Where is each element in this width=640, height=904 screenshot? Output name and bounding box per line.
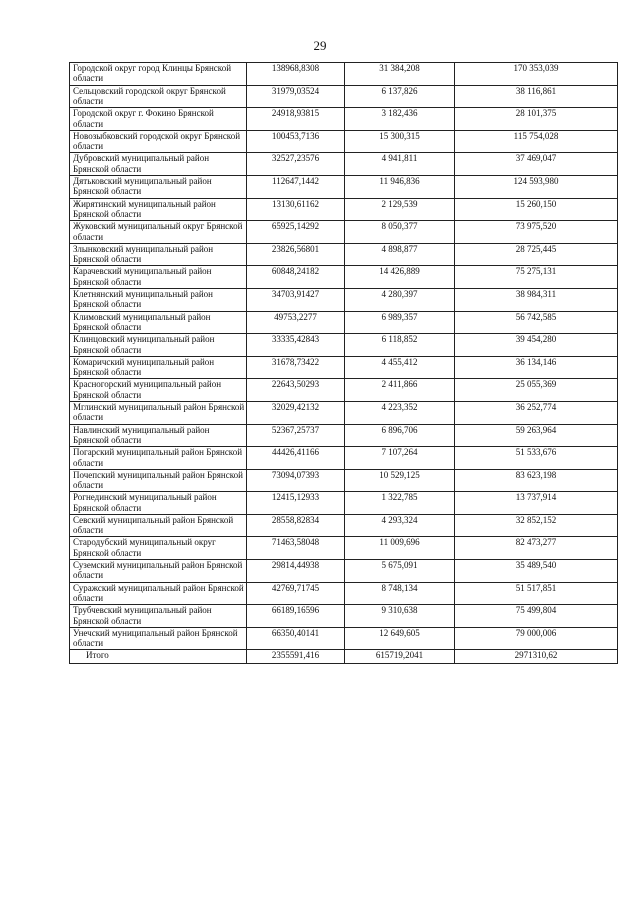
value-2: 5 675,091	[345, 560, 455, 583]
value-3: 15 260,150	[455, 198, 618, 221]
value-1: 22643,50293	[247, 379, 345, 402]
table-row	[70, 627, 618, 650]
table-row	[70, 537, 618, 560]
municipality-name: Севский муниципальный район Брянской области	[70, 514, 247, 537]
value-2: 7 107,264	[345, 447, 455, 470]
value-2: 2 411,866	[345, 379, 455, 402]
municipality-name: Городской округ город Клинцы Брянской области	[70, 63, 247, 86]
municipality-name: Стародубский муниципальный округ Брянской области	[70, 537, 247, 560]
value-2: 31 384,208	[345, 63, 455, 86]
table-row	[70, 130, 618, 153]
value-1: 44426,41166	[247, 447, 345, 470]
value-1: 42769,71745	[247, 582, 345, 605]
value-3: 13 737,914	[455, 492, 618, 515]
municipality-name: Жирятинский муниципальный район Брянской области	[70, 198, 247, 221]
table-row	[70, 469, 618, 492]
budget-table	[69, 62, 618, 664]
municipality-name: Клинцовский муниципальный район Брянской области	[70, 334, 247, 357]
table-row	[70, 243, 618, 266]
municipality-name: Дубровский муниципальный район Брянской области	[70, 153, 247, 176]
value-3: 32 852,152	[455, 514, 618, 537]
table-row	[70, 401, 618, 424]
value-3: 36 252,774	[455, 401, 618, 424]
municipality-name: Суражский муниципальный район Брянской области	[70, 582, 247, 605]
value-2: 4 293,324	[345, 514, 455, 537]
value-1: 52367,25737	[247, 424, 345, 447]
municipality-name: Навлинский муниципальный район Брянской области	[70, 424, 247, 447]
table-row	[70, 560, 618, 583]
value-1: 60848,24182	[247, 266, 345, 289]
value-3: 51 517,851	[455, 582, 618, 605]
value-3: 39 454,280	[455, 334, 618, 357]
municipality-name: Карачевский муниципальный район Брянской области	[70, 266, 247, 289]
value-1: 33335,42843	[247, 334, 345, 357]
municipality-name: Дятьковский муниципальный район Брянской области	[70, 175, 247, 198]
value-2: 4 898,877	[345, 243, 455, 266]
table-row	[70, 108, 618, 131]
value-3: 79 000,006	[455, 627, 618, 650]
value-1: 112647,1442	[247, 175, 345, 198]
value-3: 25 055,369	[455, 379, 618, 402]
value-3: 115 754,028	[455, 130, 618, 153]
value-1: 34703,91427	[247, 288, 345, 311]
table-body	[70, 63, 618, 664]
table-row	[70, 311, 618, 334]
table-row	[70, 288, 618, 311]
value-1: 28558,82834	[247, 514, 345, 537]
value-2: 8 748,134	[345, 582, 455, 605]
value-3: 75 499,804	[455, 605, 618, 628]
municipality-name: Злынковский муниципальный район Брянской области	[70, 243, 247, 266]
municipality-name: Унечский муниципальный район Брянской области	[70, 627, 247, 650]
municipality-name: Красногорский муниципальный район Брянской области	[70, 379, 247, 402]
table-row	[70, 334, 618, 357]
value-3: 35 489,540	[455, 560, 618, 583]
value-3: 37 469,047	[455, 153, 618, 176]
municipality-name: Почепский муниципальный район Брянской области	[70, 469, 247, 492]
municipality-name: Рогнединский муниципальный район Брянской области	[70, 492, 247, 515]
value-2: 4 280,397	[345, 288, 455, 311]
value-2: 10 529,125	[345, 469, 455, 492]
value-2: 15 300,315	[345, 130, 455, 153]
value-1: 31678,73422	[247, 356, 345, 379]
total-value-3: 2971310,62	[455, 650, 618, 664]
municipality-name: Клетнянский муниципальный район Брянской области	[70, 288, 247, 311]
value-2: 6 137,826	[345, 85, 455, 108]
value-1: 13130,61162	[247, 198, 345, 221]
value-1: 12415,12933	[247, 492, 345, 515]
total-value-1: 2355591,416	[247, 650, 345, 664]
table-row	[70, 266, 618, 289]
value-3: 75 275,131	[455, 266, 618, 289]
value-3: 28 725,445	[455, 243, 618, 266]
value-3: 170 353,039	[455, 63, 618, 86]
table-row	[70, 356, 618, 379]
value-3: 36 134,146	[455, 356, 618, 379]
value-1: 31979,03524	[247, 85, 345, 108]
value-3: 51 533,676	[455, 447, 618, 470]
municipality-name: Климовский муниципальный район Брянской области	[70, 311, 247, 334]
table-row	[70, 492, 618, 515]
value-3: 38 984,311	[455, 288, 618, 311]
municipality-name: Суземский муниципальный район Брянской области	[70, 560, 247, 583]
value-2: 2 129,539	[345, 198, 455, 221]
table-row	[70, 447, 618, 470]
value-2: 11 009,696	[345, 537, 455, 560]
table-row	[70, 379, 618, 402]
value-2: 12 649,605	[345, 627, 455, 650]
table-row	[70, 85, 618, 108]
table-row	[70, 221, 618, 244]
value-2: 3 182,436	[345, 108, 455, 131]
value-3: 83 623,198	[455, 469, 618, 492]
value-3: 56 742,585	[455, 311, 618, 334]
value-2: 9 310,638	[345, 605, 455, 628]
value-2: 6 118,852	[345, 334, 455, 357]
municipality-name: Новозыбковский городской округ Брянской области	[70, 130, 247, 153]
value-1: 65925,14292	[247, 221, 345, 244]
municipality-name: Мглинский муниципальный район Брянской области	[70, 401, 247, 424]
municipality-name: Комаричский муниципальный район Брянской области	[70, 356, 247, 379]
table-row	[70, 605, 618, 628]
table-row	[70, 175, 618, 198]
value-1: 23826,56801	[247, 243, 345, 266]
value-3: 59 263,964	[455, 424, 618, 447]
value-2: 6 896,706	[345, 424, 455, 447]
value-1: 29814,44938	[247, 560, 345, 583]
value-2: 8 050,377	[345, 221, 455, 244]
value-2: 1 322,785	[345, 492, 455, 515]
value-2: 6 989,357	[345, 311, 455, 334]
municipality-name: Жуковский муниципальный округ Брянской области	[70, 221, 247, 244]
municipality-name: Городской округ г. Фокино Брянской области	[70, 108, 247, 131]
value-1: 66350,40141	[247, 627, 345, 650]
total-value-2: 615719,2041	[345, 650, 455, 664]
value-2: 4 455,412	[345, 356, 455, 379]
table-row	[70, 63, 618, 86]
value-1: 100453,7136	[247, 130, 345, 153]
value-1: 32527,23576	[247, 153, 345, 176]
value-3: 124 593,980	[455, 175, 618, 198]
value-3: 38 116,861	[455, 85, 618, 108]
value-1: 71463,58048	[247, 537, 345, 560]
value-2: 11 946,836	[345, 175, 455, 198]
value-1: 66189,16596	[247, 605, 345, 628]
value-3: 73 975,520	[455, 221, 618, 244]
value-3: 82 473,277	[455, 537, 618, 560]
municipality-name: Сельцовский городской округ Брянской области	[70, 85, 247, 108]
value-1: 24918,93815	[247, 108, 345, 131]
table-row	[70, 514, 618, 537]
total-label: Итого	[70, 650, 247, 664]
value-1: 49753,2277	[247, 311, 345, 334]
table-row	[70, 424, 618, 447]
table-row	[70, 582, 618, 605]
page-number: 29	[313, 38, 327, 53]
value-1: 138968,8308	[247, 63, 345, 86]
value-1: 73094,07393	[247, 469, 345, 492]
municipality-name: Трубчевский муниципальный район Брянской области	[70, 605, 247, 628]
total-row	[70, 650, 618, 664]
value-2: 4 941,811	[345, 153, 455, 176]
municipality-name: Погарский муниципальный район Брянской области	[70, 447, 247, 470]
table-row	[70, 153, 618, 176]
value-2: 4 223,352	[345, 401, 455, 424]
table-row	[70, 198, 618, 221]
value-1: 32029,42132	[247, 401, 345, 424]
value-3: 28 101,375	[455, 108, 618, 131]
value-2: 14 426,889	[345, 266, 455, 289]
